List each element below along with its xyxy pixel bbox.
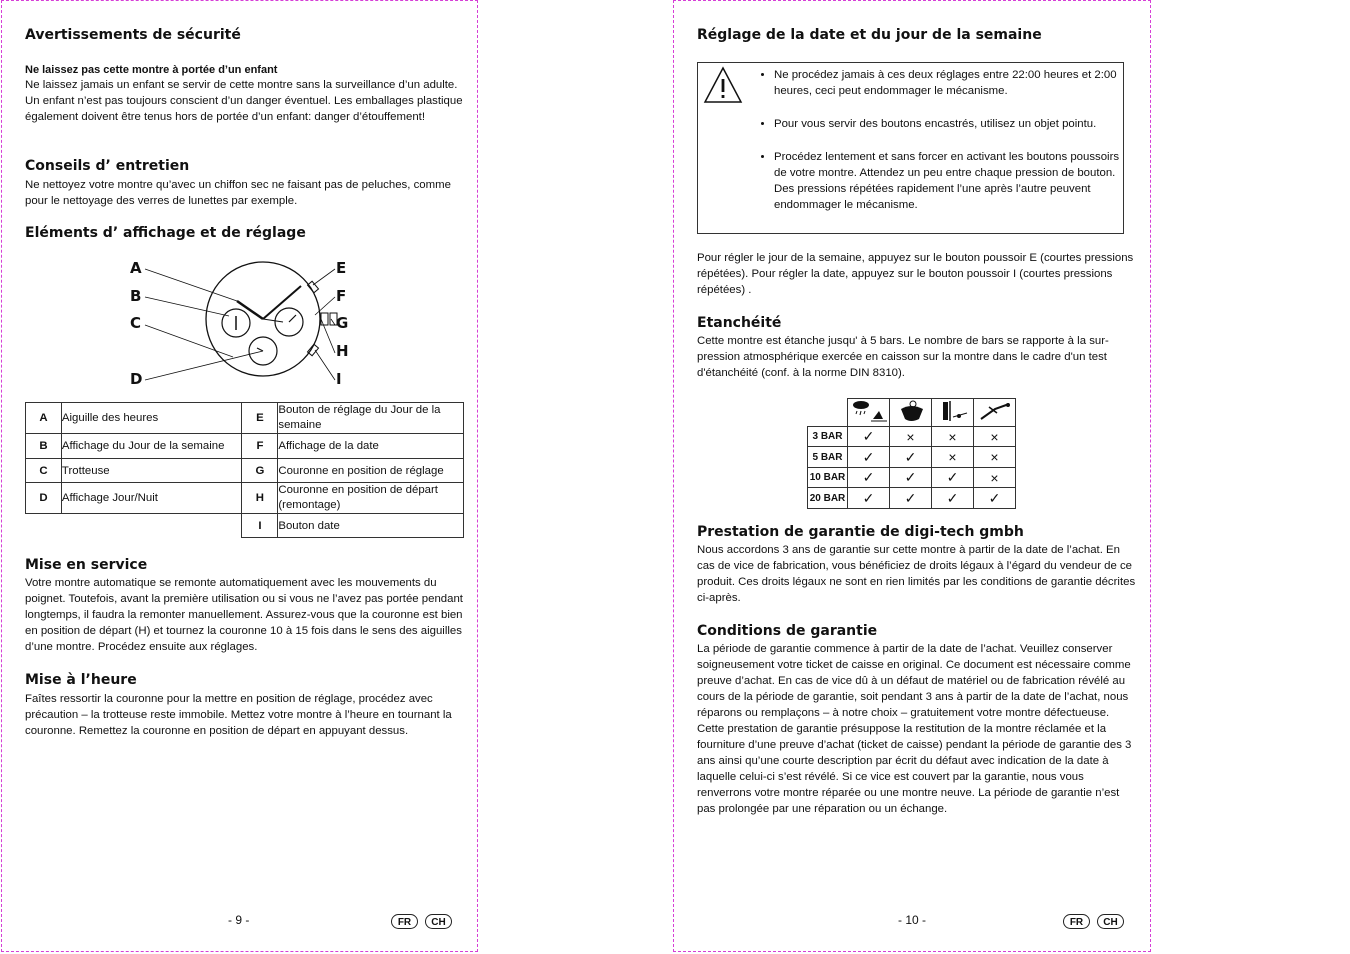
watch-diagram — [125, 255, 357, 389]
bar-label: 5 BAR — [808, 447, 848, 468]
diagram-letter-g: G — [336, 314, 349, 332]
element-label: Aiguille des heures — [61, 403, 242, 434]
water-resistance-table — [807, 398, 1016, 509]
table-row — [26, 514, 464, 538]
page-number: - 9 - — [228, 913, 250, 927]
water-text: Cette montre est étanche jusqu' à 5 bars. Le nombre de bars se rapporte à la sur-pression atmosphérique exercée en caisson sur la montre dans le cadre d'un test d'étanchéité (conf. à la norme DIN 8310). — [697, 335, 1109, 379]
bar-mark: × — [974, 468, 1016, 488]
bar-mark: ✓ — [848, 488, 890, 509]
diving-icon — [974, 399, 1016, 427]
diagram-letter-i: I — [336, 370, 342, 388]
bar-mark: ✓ — [890, 488, 932, 509]
bar-label: 20 BAR — [808, 488, 848, 509]
elements-title: Eléments d’ affichage et de réglage — [25, 225, 306, 241]
table-row — [26, 434, 464, 459]
element-key: F — [242, 434, 278, 459]
element-label: Affichage Jour/Nuit — [61, 483, 242, 514]
conditions-title: Conditions de garantie — [697, 623, 878, 639]
element-label: Bouton de réglage du Jour de la semaine — [278, 403, 464, 434]
bar-mark: × — [974, 447, 1016, 468]
warning-list — [756, 67, 1126, 230]
warning-item: • Pour vous servir des boutons encastrés, utilisez un objet pointu. — [774, 116, 1126, 132]
table-row — [808, 488, 1016, 509]
service-text: Votre montre automatique se remonte automatiquement avec les mouvements du poignet. Toutefois, avant la première utilisation ou si vous ne l’avez pas portée pendant longtemps, il faudra la remonter manuellement. Assurez-vous que la couronne est bien en position de départ (H) et tournez la couronne 10 à 15 fois dans le sens des aiguilles d’une montre. Procédez ensuite aux réglages. — [25, 577, 463, 653]
service-title: Mise en service — [25, 557, 148, 573]
element-label: Couronne en position de départ (remontage) — [278, 483, 464, 514]
country-badge-fr: FR — [391, 914, 418, 929]
warning-triangle-icon — [703, 66, 743, 104]
diagram-letter-d: D — [130, 370, 143, 388]
rain-splash-icon — [848, 399, 890, 427]
diagram-letter-f: F — [336, 287, 347, 305]
country-badge-ch: CH — [1097, 914, 1124, 929]
bar-mark: × — [974, 427, 1016, 447]
element-key: I — [242, 514, 278, 538]
element-key: B — [26, 434, 62, 459]
safety-subtitle: Ne laissez pas cette montre à portée d’un enfant — [25, 64, 278, 76]
care-text: Ne nettoyez votre montre qu’avec un chiffon sec ne faisant pas de peluches, comme pour le nettoyage des verres de lunettes par exemple. — [25, 179, 451, 207]
page-9 — [1, 0, 478, 952]
element-label: Affichage du Jour de la semaine — [61, 434, 242, 459]
bar-mark: × — [890, 427, 932, 447]
table-row — [808, 468, 1016, 488]
water-title: Etanchéité — [697, 315, 782, 331]
diagram-letter-a: A — [130, 259, 142, 277]
care-title: Conseils d’ entretien — [25, 158, 190, 174]
element-key: G — [242, 459, 278, 483]
safety-text: Ne laissez jamais un enfant se servir de cette montre sans la surveillance d’un adulte. Un enfant n’est pas toujours conscient d’un danger éventuel. Les emballages plastique également doivent être tenus hors de portée d’un enfant: danger d’étouffement! — [25, 79, 463, 123]
warranty-title: Prestation de garantie de digi-tech gmbh — [697, 524, 1024, 540]
bar-mark: ✓ — [848, 427, 890, 447]
bar-mark: × — [932, 427, 974, 447]
time-title: Mise à l’heure — [25, 672, 137, 688]
element-key: H — [242, 483, 278, 514]
table-row — [26, 403, 464, 434]
table-row — [808, 427, 1016, 447]
element-key: C — [26, 459, 62, 483]
washing-icon — [890, 399, 932, 427]
bar-mark: ✓ — [890, 447, 932, 468]
element-key: E — [242, 403, 278, 434]
elements-table — [25, 402, 464, 538]
page-number: - 10 - — [898, 913, 927, 927]
bar-mark: ✓ — [890, 468, 932, 488]
date-title: Réglage de la date et du jour de la semaine — [697, 27, 1042, 43]
diagram-letter-c: C — [130, 314, 142, 332]
time-text: Faîtes ressortir la couronne pour la mettre en position de réglage, procédez avec précaution – la trotteuse reste immobile. Mettez votre montre à l’heure en tournant la couronne. Remettez la couronne en position de départ en appuyant dessus. — [25, 693, 452, 737]
element-label: Affichage de la date — [278, 434, 464, 459]
bar-mark: ✓ — [848, 468, 890, 488]
shower-icon — [932, 399, 974, 427]
table-row — [26, 483, 464, 514]
element-key: D — [26, 483, 62, 514]
date-text: Pour régler le jour de la semaine, appuyez sur le bouton poussoir E (courtes pressions répétées). Pour régler la date, appuyez sur le bouton poussoir I (courtes pressions répétées) . — [697, 252, 1134, 296]
element-label: Bouton date — [278, 514, 464, 538]
bar-label: 10 BAR — [808, 468, 848, 488]
warranty-text: Nous accordons 3 ans de garantie sur cette montre à partir de la date de l’achat. En cas de vice de fabrication, vous bénéficiez de droits légaux à l’égard du vendeur de ce produit. Ces droits légaux ne sont en rien limités par les conditions de garantie décrites ci-après. — [697, 544, 1136, 604]
warning-item: • Procédez lentement et sans forcer en activant les boutons poussoirs de votre montre. Attendez un peu entre chaque pression de bouton. Des pressions répétées rapidement l’une après l’autre peuvent endommager le mécanisme. — [774, 149, 1126, 213]
element-key: A — [26, 403, 62, 434]
bar-mark: ✓ — [974, 488, 1016, 509]
icon-row — [808, 399, 1016, 427]
table-row — [808, 447, 1016, 468]
page-10 — [673, 0, 1151, 952]
safety-title: Avertissements de sécurité — [25, 27, 241, 43]
warning-item: • Ne procédez jamais à ces deux réglages entre 22:00 heures et 2:00 heures, ceci peut endommager le mécanisme. — [774, 67, 1126, 99]
diagram-letter-e: E — [336, 259, 347, 277]
conditions-text: La période de garantie commence à partir de la date de l’achat. Veuillez conserver soigneusement votre ticket de caisse en original. Ce document est nécessaire comme preuve d’achat. En cas de vice dû à un défaut de matériel ou de fabrication révélé au cours de la période de garantie, soit pendant 3 ans à partir de la date de l’achat, nous réparons ou remplaçons – à notre choix – gratuitement votre montre défectueuse. Cette prestation de garantie présuppose la restitution de la montre réclamée et la fourniture d’une preuve d’achat (ticket de caisse) pendant la période de garantie des 3 ans ainsi qu’une courte description par écrit du défaut avec indication de la date à laquelle celui-ci s’est révélé. Si ce vice est couvert par la garantie, nous vous renverrons votre montre réparée ou une montre neuve. La période de garantie n’est pas prolongée par une réparation ou un échange. — [697, 643, 1132, 815]
table-row — [26, 459, 464, 483]
diagram-letter-b: B — [130, 287, 142, 305]
country-badge-ch: CH — [425, 914, 452, 929]
bar-label: 3 BAR — [808, 427, 848, 447]
country-badge-fr: FR — [1063, 914, 1090, 929]
bar-mark: × — [932, 447, 974, 468]
element-label: Trotteuse — [61, 459, 242, 483]
bar-mark: ✓ — [932, 468, 974, 488]
bar-mark: ✓ — [848, 447, 890, 468]
element-label: Couronne en position de réglage — [278, 459, 464, 483]
diagram-letter-h: H — [336, 342, 349, 360]
warning-box — [697, 62, 1124, 234]
bar-mark: ✓ — [932, 488, 974, 509]
